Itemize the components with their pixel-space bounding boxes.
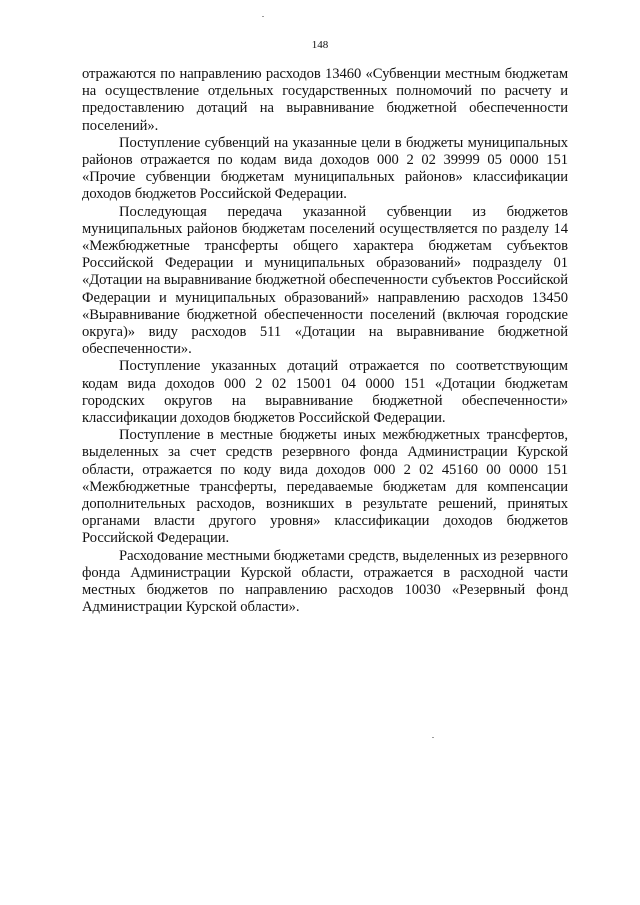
scan-speck: [262, 16, 264, 17]
paragraph-reserve-fund-transfers: Поступление в местные бюджеты иных межбюджетных трансфертов, выделенных за счет средств резервного фонда Администрации Курской области, отражается по коду вида доходов 000 2 02 45160 00 0000 151 «Межбюджетные трансферты, передаваемые бюджетам для компенсации дополнительных расходов, возникших в результате решений, принятых органами власти другого уровня» классификации доходов бюджетов Российской Федерации.: [82, 427, 568, 547]
paragraph-subvention-receipt: Поступление субвенций на указанные цели в бюджеты муниципальных районов отражается по кодам вида доходов 000 2 02 39999 05 0000 151 «Прочие субвенции бюджетам муниципальных районов» классификации доходов бюджетов Российской Федерации.: [82, 134, 568, 203]
scan-speck: [432, 737, 434, 738]
paragraph-reserve-fund-spending: Расходование местными бюджетами средств, выделенных из резервного фонда Администрации Курской области, отражается в расходной части местных бюджетов по направлению расходов 10030 «Резервный фонд Администрации Курской области».: [82, 547, 568, 616]
paragraph-subvention-transfer: Последующая передача указанной субвенции из бюджетов муниципальных районов бюджетам поселений осуществляется по разделу 14 «Межбюджетные трансферты общего характера бюджетам субъектов Российской Федерации и муниципальных образований» подразделу 01 «Дотации на выравнивание бюджетной обеспеченности субъектов Российской Федерации и муниципальных образований» направлению расходов 13450 «Выравнивание бюджетной обеспеченности поселений (включая городские округа)» виду расходов 511 «Дотации на выравнивание бюджетной обеспеченности».: [82, 203, 568, 358]
paragraph-continuation: отражаются по направлению расходов 13460 «Субвенции местным бюджетам на осуществление отдельных государственных полномочий по расчету и предоставлению дотаций на выравнивание бюджетной обеспеченности поселений».: [82, 66, 568, 134]
document-body: [82, 66, 568, 617]
page-number: 148: [311, 39, 329, 51]
paragraph-subsidy-receipt: Поступление указанных дотаций отражается по соответствующим кодам вида доходов 000 2 02 15001 04 0000 151 «Дотации бюджетам городских округов на выравнивание бюджетной обеспеченности» классификации доходов бюджетов Российской Федерации.: [82, 358, 568, 427]
